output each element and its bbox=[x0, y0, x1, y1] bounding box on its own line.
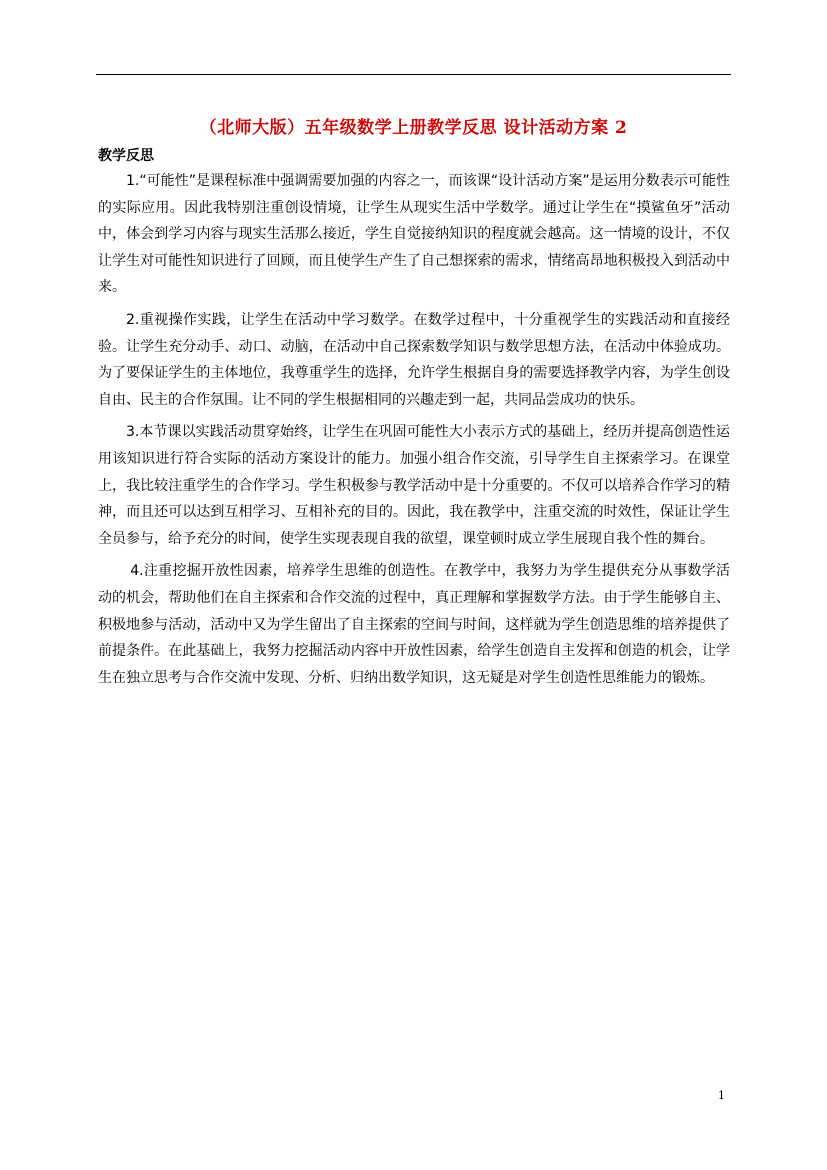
paragraph-1: 1.“可能性”是课程标准中强调需要加强的内容之一，而该课“设计活动方案”是运用分数表示可能性的实际应用。因此我特别注重创设情境，让学生从现实生活中学数学。通过让学生在“摸鲨鱼牙”活动中，体会到学习内容与现实生活那么接近，学生自觉接纳知识的程度就会越高。这一情境的设计，不仅让学生对可能性知识进行了回顾，而且使学生产生了自己想探索的需求，情绪高昂地积极投入到活动中来。 bbox=[98, 173, 730, 296]
paragraph-3: 3.本节课以实践活动贯穿始终，让学生在巩固可能性大小表示方式的基础上，经历并提高创造性运用该知识进行符合实际的活动方案设计的能力。加强小组合作交流，引导学生自主探索学习。在课堂上，我比较注重学生的合作学习。学生积极参与教学活动中是十分重要的。不仅可以培养合作学习的精神，而且还可以达到互相学习、互相补充的目的。因此，我在教学中，注重交流的时效性，保证让学生全员参与，给予充分的时间，使学生实现表现自我的欲望，课堂顿时成立学生展现自我个性的舞台。 bbox=[98, 424, 730, 547]
document-body bbox=[98, 168, 730, 697]
paragraph-2: 2.重视操作实践，让学生在活动中学习数学。在数学过程中，十分重视学生的实践活动和直接经验。让学生充分动手、动口、动脑，在活动中自己探索数学知识与数学思想方法，在活动中体验成功。为了要保证学生的主体地位，我尊重学生的选择，允许学生根据自身的需要选择教学内容，为学生创设自由、民主的合作氛围。让不同的学生根据相同的兴趣走到一起，共同品尝成功的快乐。 bbox=[98, 311, 730, 408]
document-title: （北师大版）五年级数学上册教学反思 设计活动方案 2 bbox=[199, 118, 628, 138]
section-heading: 教学反思 bbox=[98, 148, 154, 164]
page-number: 1 bbox=[718, 1089, 725, 1102]
header-rule bbox=[96, 74, 731, 75]
paragraph-4: 4.注重挖掘开放性因素，培养学生思维的创造性。在教学中，我努力为学生提供充分从事数学活动的机会，帮助他们在自主探索和合作交流的过程中，真正理解和掌握数学方法。由于学生能够自主、积极地参与活动，活动中又为学生留出了自主探索的空间与时间，这样就为学生创造思维的培养提供了前提条件。在此基础上，我努力挖掘活动内容中开放性因素，给学生创造自主发挥和创造的机会，让学生在独立思考与合作交流中发现、分析、归纳出数学知识，这无疑是对学生创造性思维能力的锻炼。 bbox=[98, 563, 730, 686]
